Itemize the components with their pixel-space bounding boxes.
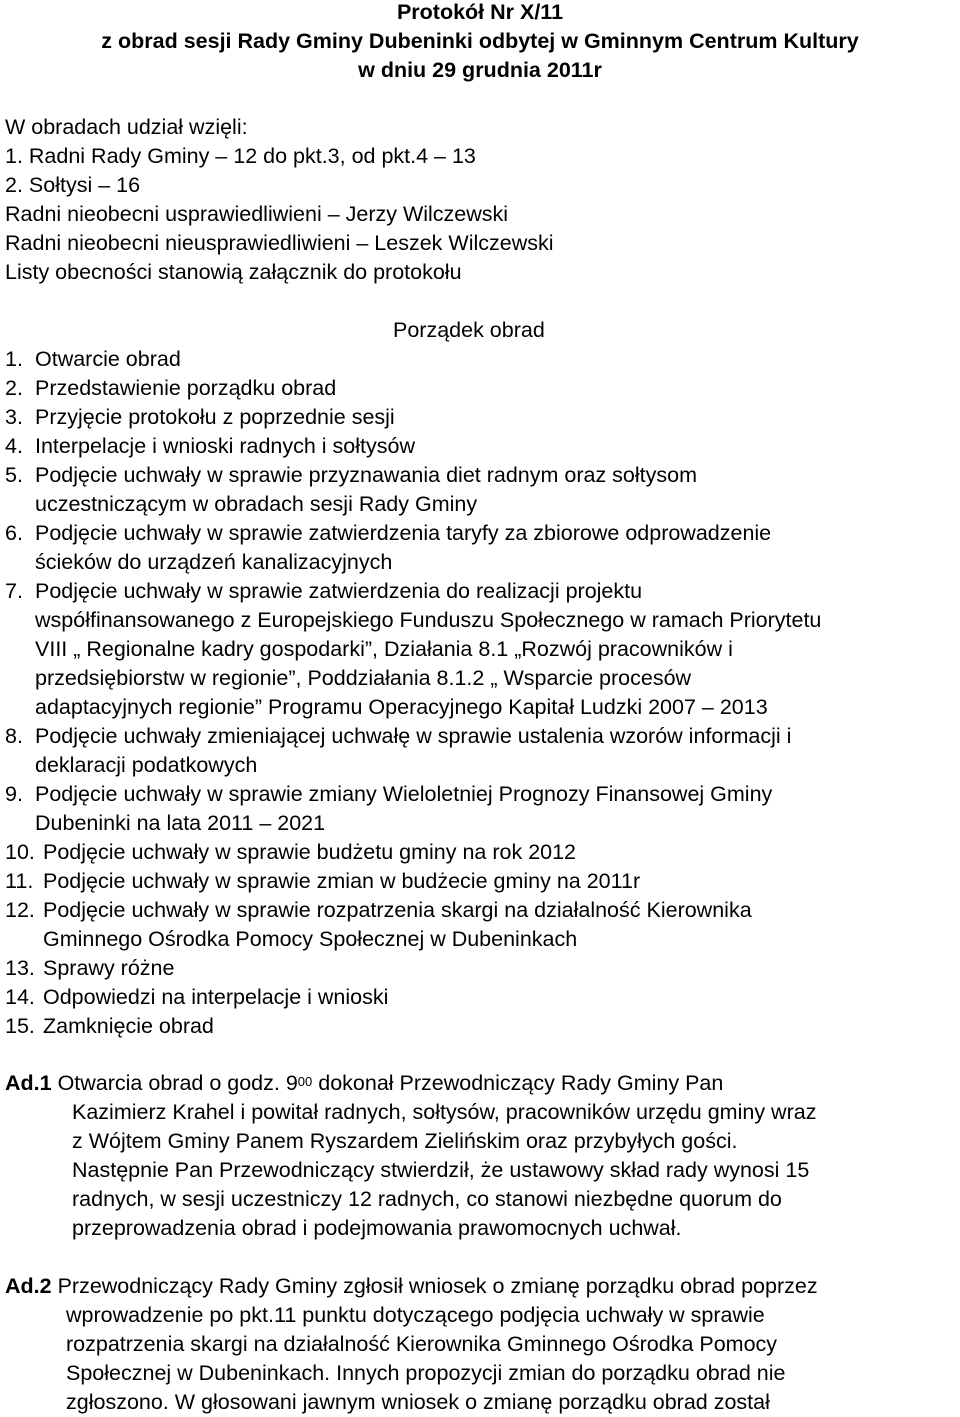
ad2-line: zgłoszono. W głosowani jawnym wniosek o zmianę porządku obrad został	[66, 1390, 770, 1414]
agenda-item	[5, 461, 697, 490]
ad1-line: Następnie Pan Przewodniczący stwierdził, że ustawowy skład rady wynosi 15	[72, 1158, 810, 1182]
agenda-item-continuation: VIII „ Regionalne kadry gospodarki”, Działania 8.1 „Rozwój pracowników i	[35, 637, 733, 661]
agenda-item-continuation: współfinansowanego z Europejskiego Funduszu Społecznego w ramach Priorytetu	[35, 608, 822, 632]
agenda-item-continuation: przedsiębiorstw w regionie”, Poddziałania 8.1.2 „ Wsparcie procesów	[35, 666, 692, 690]
ad2-text-start: Przewodniczący Rady Gminy zgłosił wniosek o zmianę porządku obrad poprzez	[51, 1274, 818, 1298]
agenda-item-continuation: Dubeninki na lata 2011 – 2021	[35, 811, 326, 835]
agenda-item	[5, 374, 336, 403]
agenda-item-continuation: ścieków do urządzeń kanalizacyjnych	[35, 550, 393, 574]
agenda-item-number: 8.	[5, 724, 23, 748]
attendance-councillors: 1. Radni Rady Gminy – 12 do pkt.3, od pkt.4 – 13	[5, 144, 476, 168]
agenda-item-number: 15.	[5, 1014, 35, 1038]
agenda-item-text: Podjęcie uchwały zmieniającej uchwałę w sprawie ustalenia wzorów informacji i	[35, 724, 792, 748]
attendance-soltysi: 2. Sołtysi – 16	[5, 173, 141, 197]
absent-unexcused: Radni nieobecni nieusprawiedliwieni – Leszek Wilczewski	[5, 231, 554, 255]
ad1-first-line	[5, 1069, 723, 1098]
agenda-item-number: 6.	[5, 521, 23, 545]
ad2-first-line	[5, 1272, 818, 1301]
agenda-item-number: 1.	[5, 347, 23, 371]
ad2-line: rozpatrzenia skargi na działalność Kierownika Gminnego Ośrodka Pomocy	[66, 1332, 778, 1356]
ad2-line: Społecznej w Dubeninkach. Innych propozycji zmian do porządku obrad nie	[66, 1361, 786, 1385]
agenda-item-text: Podjęcie uchwały w sprawie rozpatrzenia skargi na działalność Kierownika	[43, 898, 752, 922]
agenda-item-text: Podjęcie uchwały w sprawie zmiany Wieloletniej Prognozy Finansowej Gminy	[35, 782, 773, 806]
agenda-item-number: 5.	[5, 463, 23, 487]
agenda-item-text: Podjęcie uchwały w sprawie zatwierdzenia taryfy za zbiorowe odprowadzenie	[35, 521, 772, 545]
absent-excused: Radni nieobecni usprawiedliwieni – Jerzy Wilczewski	[5, 202, 509, 226]
agenda-item-continuation: deklaracji podatkowych	[35, 753, 258, 777]
ad1-text-start: Otwarcia obrad o godz. 9	[51, 1071, 298, 1095]
agenda-item	[5, 780, 772, 809]
agenda-item	[5, 896, 752, 925]
agenda-item-text: Interpelacje i wnioski radnych i sołtysów	[35, 434, 415, 458]
ad1-line: z Wójtem Gminy Panem Ryszardem Zielińskim oraz przybyłych gości.	[72, 1129, 738, 1153]
agenda-item	[5, 432, 415, 461]
agenda-item-number: 4.	[5, 434, 23, 458]
ad1-text-end: dokonał Przewodniczący Rady Gminy Pan	[312, 1071, 724, 1095]
attendance-lists: Listy obecności stanowią załącznik do protokołu	[5, 260, 462, 284]
agenda-heading: Porządek obrad	[393, 318, 545, 342]
agenda-item-number: 7.	[5, 579, 23, 603]
agenda-item	[5, 403, 395, 432]
ad1-line: Kazimierz Krahel i powitał radnych, sołtysów, pracowników urzędu gminy wraz	[72, 1100, 817, 1124]
agenda-item-number: 11.	[5, 869, 34, 893]
agenda-item-number: 13.	[5, 956, 35, 980]
agenda-item-number: 10.	[5, 840, 35, 864]
attendance-intro: W obradach udział wzięli:	[5, 115, 248, 139]
agenda-item-text: Przyjęcie protokołu z poprzednie sesji	[35, 405, 395, 429]
document-date: w dniu 29 grudnia 2011r	[358, 58, 602, 82]
agenda-item	[5, 722, 791, 751]
agenda-item-number: 9.	[5, 782, 23, 806]
agenda-item	[5, 838, 576, 867]
agenda-item	[5, 345, 181, 374]
agenda-item-number: 12.	[5, 898, 35, 922]
agenda-item-text: Przedstawienie porządku obrad	[35, 376, 337, 400]
agenda-item-text: Podjęcie uchwały w sprawie zatwierdzenia do realizacji projektu	[35, 579, 643, 603]
agenda-item-text: Podjęcie uchwały w sprawie zmian w budżecie gminy na 2011r	[43, 869, 641, 893]
ad1-line: przeprowadzenia obrad i podejmowania prawomocnych uchwał.	[72, 1216, 682, 1240]
document-subtitle: z obrad sesji Rady Gminy Dubeninki odbytej w Gminnym Centrum Kultury	[101, 29, 859, 53]
agenda-item	[5, 954, 174, 983]
agenda-item-text: Odpowiedzi na interpelacje i wnioski	[43, 985, 389, 1009]
document-title: Protokół Nr X/11	[396, 0, 564, 24]
agenda-item-number: 14.	[5, 985, 35, 1009]
ad1-time-minutes: 00	[297, 1074, 313, 1089]
agenda-item-text: Podjęcie uchwały w sprawie budżetu gminy na rok 2012	[43, 840, 577, 864]
agenda-item-continuation: Gminnego Ośrodka Pomocy Społecznej w Dubeninkach	[43, 927, 578, 951]
agenda-item	[5, 983, 388, 1012]
agenda-item-continuation: uczestniczącym w obradach sesji Rady Gminy	[35, 492, 478, 516]
agenda-item	[5, 1012, 214, 1041]
agenda-item-continuation: adaptacyjnych regionie” Programu Operacyjnego Kapitał Ludzki 2007 – 2013	[35, 695, 768, 719]
agenda-item-text: Zamknięcie obrad	[43, 1014, 214, 1038]
agenda-item	[5, 867, 640, 896]
agenda-item-number: 2.	[5, 376, 23, 400]
ad2-label: Ad.2	[5, 1274, 52, 1298]
agenda-item-number: 3.	[5, 405, 23, 429]
agenda-item-text: Otwarcie obrad	[35, 347, 181, 371]
ad1-label: Ad.1	[5, 1071, 52, 1095]
agenda-item	[5, 519, 771, 548]
agenda-item	[5, 577, 642, 606]
agenda-item-text: Podjęcie uchwały w sprawie przyznawania diet radnym oraz sołtysom	[35, 463, 698, 487]
agenda-item-text: Sprawy różne	[43, 956, 175, 980]
ad1-line: radnych, w sesji uczestniczy 12 radnych, co stanowi niezbędne quorum do	[72, 1187, 782, 1211]
ad2-line: wprowadzenie po pkt.11 punktu dotyczącego podjęcia uchwały w sprawie	[66, 1303, 765, 1327]
